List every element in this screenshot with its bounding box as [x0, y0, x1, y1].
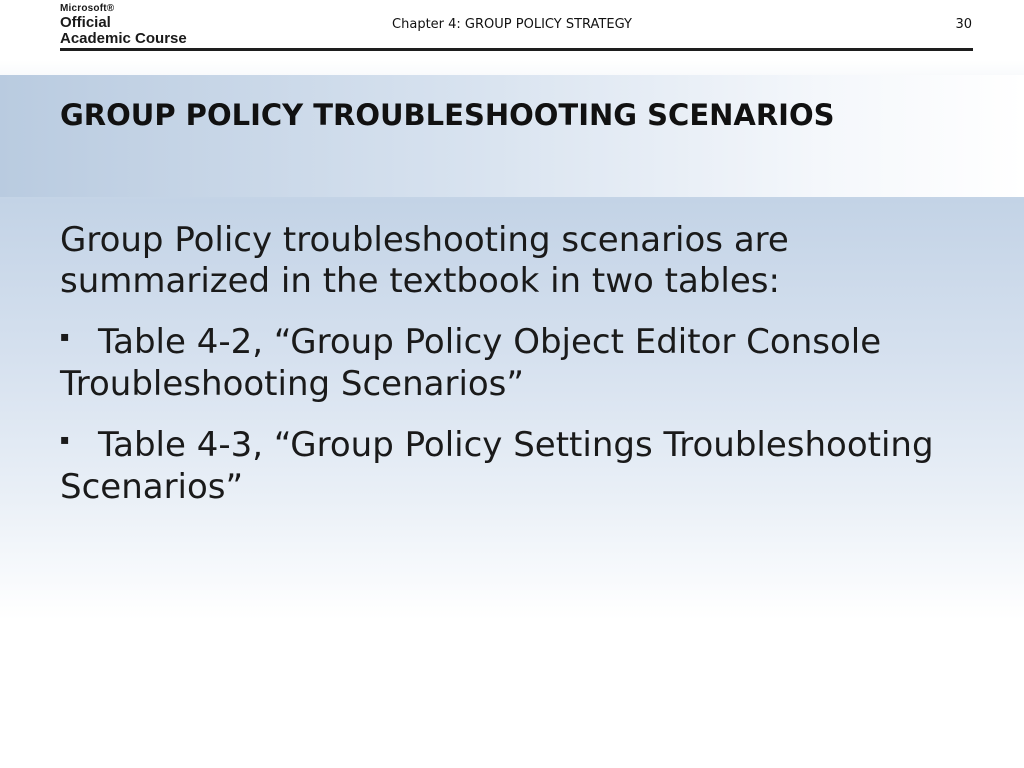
bullet-item — [60, 322, 960, 405]
page-number: 30 — [955, 17, 972, 32]
logo-line-official: Official — [60, 14, 111, 31]
slide-title: GROUP POLICY TROUBLESHOOTING SCENARIOS — [60, 98, 835, 132]
bullet-item — [60, 425, 960, 508]
intro-paragraph: Group Policy troubleshooting scenarios are summarized in the textbook in two tables: — [60, 220, 789, 301]
bullet-icon: ▪ — [60, 329, 70, 345]
bullet-text: Table 4-3, “Group Policy Settings Troubleshooting Scenarios” — [60, 425, 934, 507]
title-band — [0, 75, 1024, 197]
chapter-heading: Chapter 4: GROUP POLICY STRATEGY — [392, 17, 632, 32]
logo-line-academic-course: Academic Course — [60, 30, 187, 47]
bullet-icon: ▪ — [60, 432, 70, 448]
slide-body — [60, 220, 960, 528]
bullet-text: Table 4-2, “Group Policy Object Editor Console Troubleshooting Scenarios” — [60, 322, 882, 404]
header-divider — [60, 48, 973, 51]
logo-line-microsoft: Microsoft® — [60, 3, 115, 14]
